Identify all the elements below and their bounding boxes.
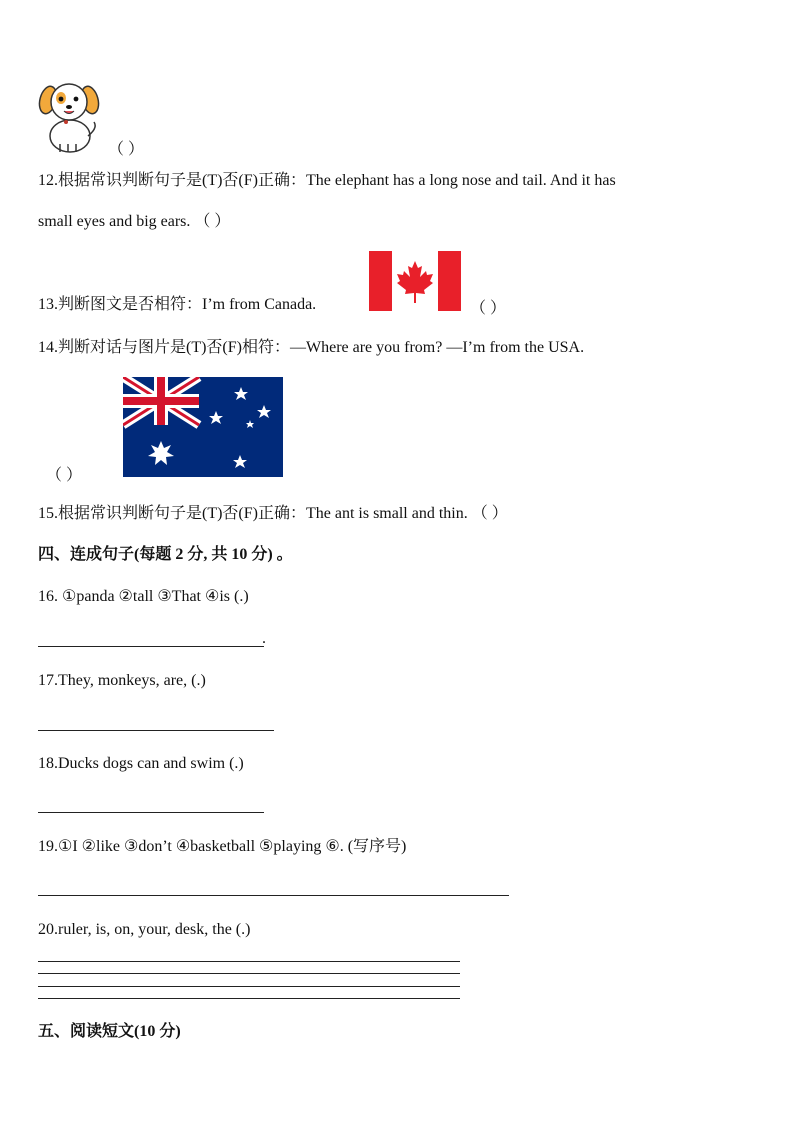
q20-answer-line-1[interactable] [38, 961, 460, 962]
q20-answer-line-2[interactable] [38, 973, 460, 974]
q16-answer-period: . [262, 630, 266, 647]
q13-answer-paren[interactable]: （ ） [470, 300, 507, 317]
q17-text: 17.They, monkeys, are, (.) [38, 672, 206, 689]
dog-image [36, 78, 102, 154]
canada-flag-image [369, 251, 461, 311]
australia-flag-image [123, 377, 283, 477]
q17-answer-line[interactable] [38, 730, 274, 731]
q20-answer-line-4[interactable] [38, 998, 460, 999]
section5-title: 五、阅读短文(10 分) [38, 1023, 181, 1040]
q14-answer-paren[interactable]: （ ） [46, 467, 83, 484]
q18-answer-line[interactable] [38, 812, 264, 813]
q18-text: 18.Ducks dogs can and swim (.) [38, 755, 244, 772]
q13-text: 13.判断图文是否相符：I’m from Canada. [38, 296, 317, 313]
q14-text: 14.判断对话与图片是(T)否(F)相符：—Where are you from? —I’m from the USA. [38, 339, 585, 356]
q20-text: 20.ruler, is, on, your, desk, the (.) [38, 921, 251, 938]
q11-answer-paren[interactable]: （ ） [108, 141, 145, 158]
q19-answer-line[interactable] [38, 895, 509, 896]
q20-answer-line-3[interactable] [38, 986, 460, 987]
q16-text: 16. ①panda ②tall ③That ④is (.) [38, 588, 249, 605]
q15-text: 15.根据常识判断句子是(T)否(F)正确：The ant is small and thin. （ ） [38, 505, 508, 522]
q12-line1: 12.根据常识判断句子是(T)否(F)正确：The elephant has a long nose and tail. And it has [38, 172, 616, 189]
q12-line2: small eyes and big ears. （ ） [38, 213, 231, 230]
q19-text: 19.①I ②like ③don’t ④basketball ⑤playing ⑥. (写序号) [38, 838, 407, 855]
q16-answer-line[interactable] [38, 646, 264, 647]
section4-title: 四、连成句子(每题 2 分, 共 10 分) 。 [38, 546, 293, 563]
